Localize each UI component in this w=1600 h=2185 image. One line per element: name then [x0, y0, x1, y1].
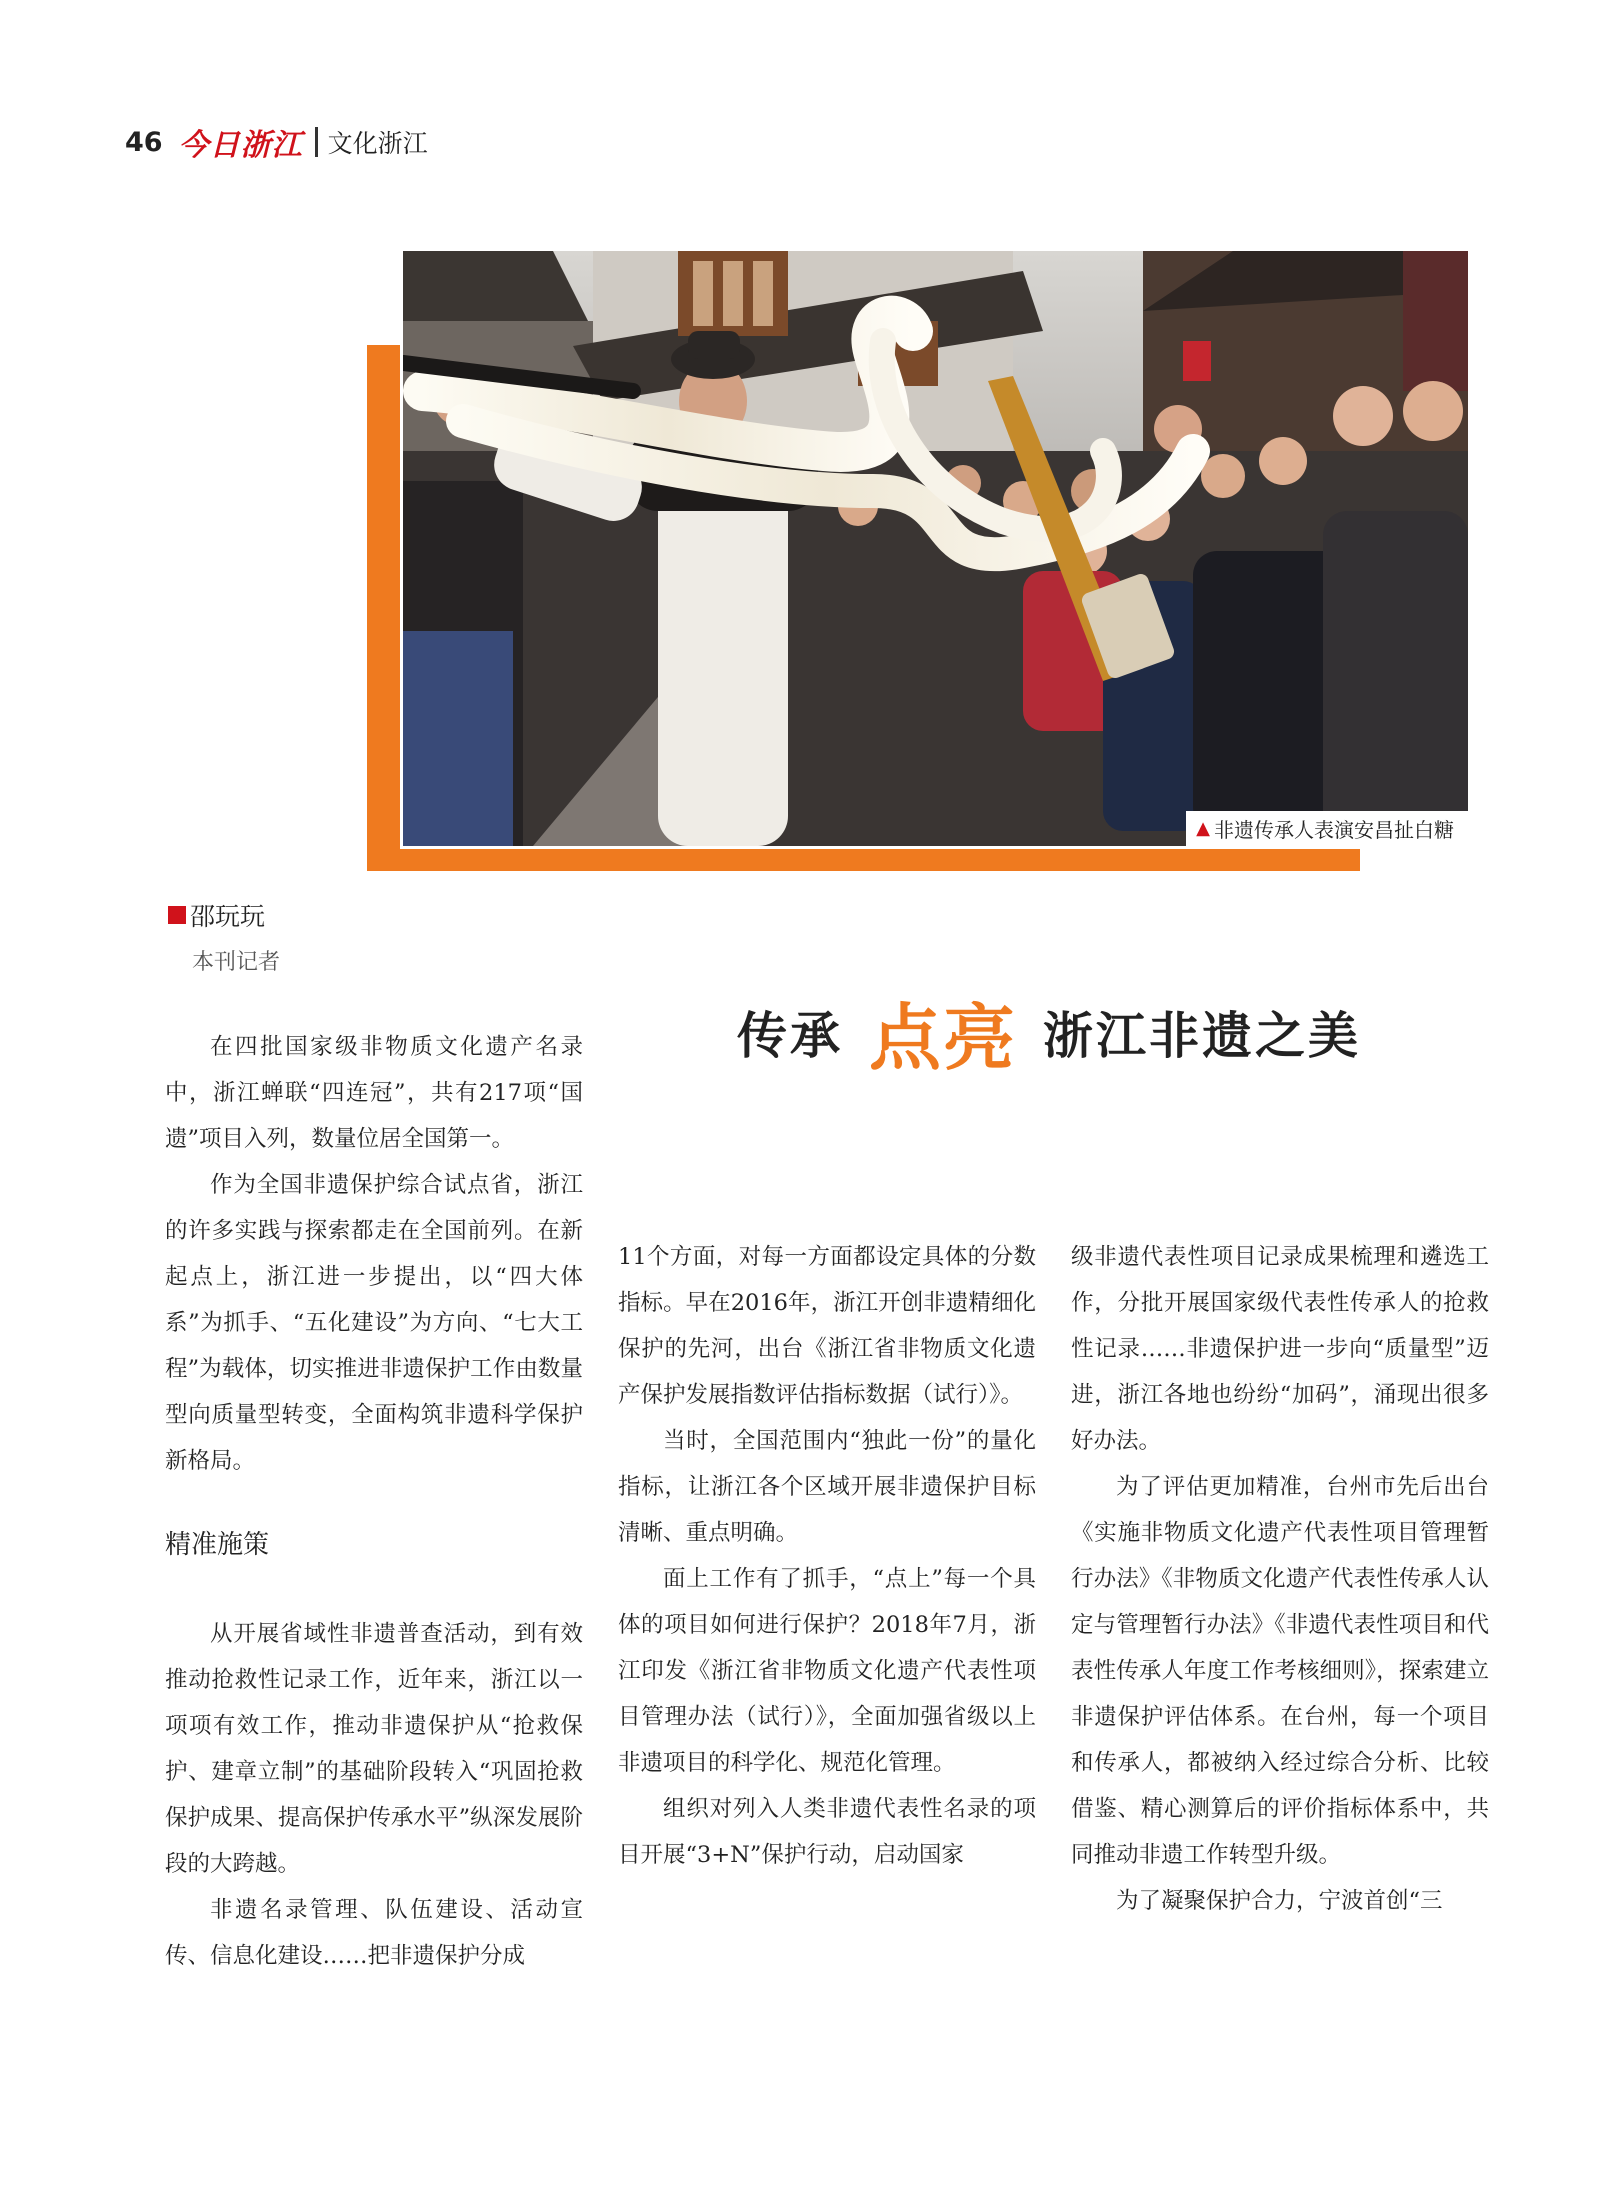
paragraph: 为了凝聚保护合力，宁波首创“三: [1116, 1888, 1443, 1914]
title-part-1: 传承: [737, 1006, 843, 1065]
paragraph: 面上工作有了抓手，“点上”每一个具体的项目如何进行保护？2018年7月，浙江印发《浙江省非物质文化遗产代表性项目管理办法（试行）》，全面加强省级以上非遗项目的科学化、规范化管理。: [618, 1566, 1036, 1776]
author-name: 邵玩玩: [190, 902, 266, 931]
photo-caption: [1186, 811, 1468, 846]
section-name: 文化浙江: [327, 129, 428, 158]
paragraph: 作为全国非遗保护综合试点省，浙江的许多实践与探索都走在全国前列。在新起点上，浙江进一步提出，以“四大体系”为抓手、“五化建设”为方向、“七大工程”为载体，切实推进非遗保护工作由数量型向质量型转变，全面构筑非遗科学保护新格局。: [165, 1172, 583, 1474]
photo-caption-text: 非遗传承人表演安昌扯白糖: [1214, 818, 1454, 842]
article-title: [737, 992, 1362, 1080]
column-1: [165, 1024, 583, 1484]
paragraph: 从开展省域性非遗普查活动，到有效推动抢救性记录工作，近年来，浙江以一项项有效工作，推动非遗保护从“抢救保护、建章立制”的基础阶段转入“巩固抢救保护成果、提高保护传承水平”纵深发展阶段的大跨越。: [165, 1621, 583, 1877]
feature-photo: [400, 248, 1471, 849]
paragraph: 在四批国家级非物质文化遗产名录中，浙江蝉联“四连冠”，共有217项“国遗”项目入列，数量位居全国第一。: [165, 1034, 583, 1152]
title-part-3: 浙江非遗之美: [1043, 1006, 1362, 1065]
photo-illustration: [403, 251, 1468, 846]
author-marker: [168, 906, 186, 924]
magazine-logo: 今日浙江: [178, 128, 303, 163]
byline: [168, 897, 280, 976]
page-header: [125, 122, 428, 162]
header-divider: [315, 127, 318, 157]
paragraph: 组织对列入人类非遗代表性名录的项目开展“3+N”保护行动，启动国家: [618, 1796, 1036, 1868]
paragraph: 为了评估更加精准，台州市先后出台《实施非物质文化遗产代表性项目管理暂行办法》《非物质文化遗产代表性传承人认定与管理暂行办法》《非遗代表性项目和代表性传承人年度工作考核细则》，探索建立非遗保护评估体系。在台州，每一个项目和传承人，都被纳入经过综合分析、比较借鉴、精心测算后的评价指标体系中，共同推动非遗工作转型升级。: [1071, 1474, 1489, 1868]
column-2: [618, 1234, 1036, 1878]
author-line: [168, 897, 280, 933]
paragraph: 级非遗代表性项目记录成果梳理和遴选工作，分批开展国家级代表性传承人的抢救性记录……非遗保护进一步向“质量型”迈进，浙江各地也纷纷“加码”，涌现出很多好办法。: [1071, 1244, 1489, 1454]
paragraph: 非遗名录管理、队伍建设、活动宣传、信息化建设……把非遗保护分成: [165, 1897, 583, 1969]
author-role: 本刊记者: [192, 950, 281, 975]
paragraph: 11个方面，对每一方面都设定具体的分数指标。早在2016年，浙江开创非遗精细化保护的先河，出台《浙江省非物质文化遗产保护发展指数评估指标数据（试行）》。: [618, 1244, 1036, 1408]
paragraph: 当时，全国范围内“独此一份”的量化指标，让浙江各个区域开展非遗保护目标清晰、重点明确。: [618, 1428, 1036, 1546]
subheading: 精准施策: [165, 1530, 270, 1560]
page-number: 46: [125, 126, 163, 158]
caption-marker-icon: ▲: [1196, 818, 1210, 839]
column-1-continued: [165, 1611, 583, 1979]
title-highlight: 点亮: [869, 995, 1018, 1080]
column-3: [1071, 1234, 1489, 1924]
